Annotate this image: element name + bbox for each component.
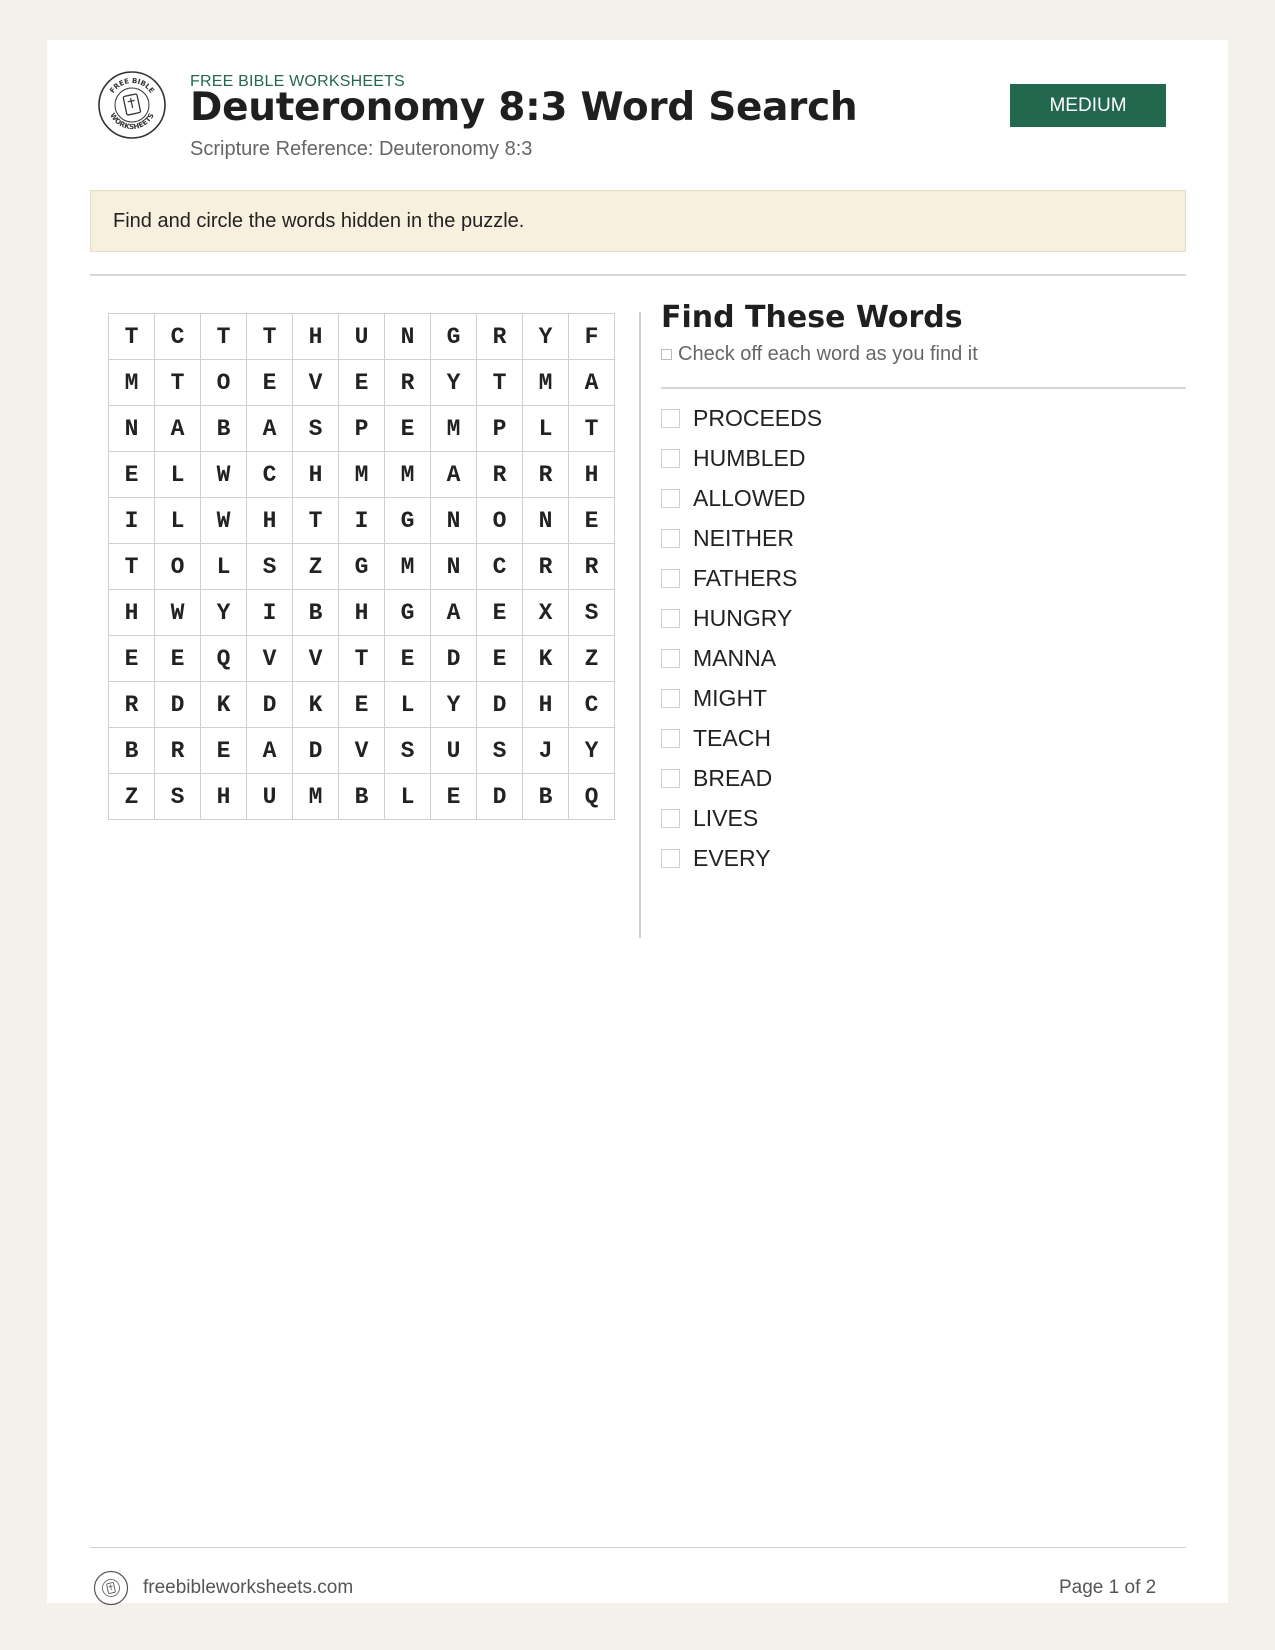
grid-cell[interactable]: E [339,360,385,406]
grid-cell[interactable]: T [155,360,201,406]
grid-cell[interactable]: M [109,360,155,406]
grid-cell[interactable]: L [385,682,431,728]
grid-cell[interactable]: Y [201,590,247,636]
grid-cell[interactable]: W [155,590,201,636]
grid-cell[interactable]: H [247,498,293,544]
grid-cell[interactable]: Z [293,544,339,590]
word-item [661,798,822,838]
word-checkbox[interactable] [661,449,680,468]
grid-cell[interactable]: H [523,682,569,728]
grid-cell[interactable]: Y [569,728,615,774]
brand-label: FREE BIBLE WORKSHEETS [190,73,405,90]
grid-cell[interactable]: M [385,544,431,590]
word-checkbox[interactable] [661,849,680,868]
grid-cell[interactable]: X [523,590,569,636]
page-number: Page 1 of 2 [1059,1577,1157,1598]
grid-cell[interactable]: E [477,590,523,636]
word-label: BREAD [693,764,773,791]
grid-cell[interactable]: B [201,406,247,452]
grid-cell[interactable]: A [247,728,293,774]
grid-cell[interactable]: L [385,774,431,820]
word-label: ALLOWED [693,484,806,511]
grid-cell[interactable]: Y [431,682,477,728]
grid-cell[interactable]: R [109,682,155,728]
word-checkbox[interactable] [661,729,680,748]
grid-cell[interactable]: T [247,314,293,360]
word-label: NEITHER [693,524,794,551]
grid-cell[interactable]: S [155,774,201,820]
word-item [661,518,822,558]
grid-cell[interactable]: H [293,452,339,498]
grid-cell[interactable]: E [385,406,431,452]
grid-cell[interactable]: V [293,636,339,682]
column-divider [639,312,641,938]
word-list-subheading-text: Check off each word as you find it [678,343,978,365]
grid-cell[interactable]: D [477,682,523,728]
grid-cell[interactable]: Q [201,636,247,682]
word-checkbox[interactable] [661,609,680,628]
worksheet-page [47,40,1228,1603]
grid-cell[interactable]: A [431,590,477,636]
word-checkbox[interactable] [661,489,680,508]
word-list [661,398,822,878]
grid-cell[interactable]: Y [431,360,477,406]
grid-cell[interactable]: A [431,452,477,498]
grid-cell[interactable]: N [109,406,155,452]
grid-cell[interactable]: M [339,452,385,498]
grid-cell[interactable]: K [523,636,569,682]
page-title: Deuteronomy 8:3 Word Search [190,85,858,130]
grid-cell[interactable]: D [431,636,477,682]
word-item [661,678,822,718]
word-checkbox[interactable] [661,649,680,668]
grid-cell[interactable]: E [339,682,385,728]
bible-logo-icon [93,1570,129,1606]
grid-cell[interactable]: S [477,728,523,774]
grid-cell[interactable]: N [385,314,431,360]
grid-cell[interactable]: C [155,314,201,360]
grid-cell[interactable]: N [431,544,477,590]
grid-cell[interactable]: E [247,360,293,406]
grid-cell[interactable]: H [569,452,615,498]
instructions-banner [90,190,1186,252]
grid-cell[interactable]: C [477,544,523,590]
word-label: HUMBLED [693,444,806,471]
grid-cell[interactable]: I [339,498,385,544]
grid-cell[interactable]: B [523,774,569,820]
grid-cell[interactable]: S [293,406,339,452]
word-item [661,718,822,758]
grid-cell[interactable]: V [339,728,385,774]
word-label: EVERY [693,844,771,871]
logo-text-top: FREE BIBLE [108,76,156,95]
grid-cell[interactable]: D [155,682,201,728]
grid-cell[interactable]: K [293,682,339,728]
grid-cell[interactable]: A [569,360,615,406]
word-checkbox[interactable] [661,569,680,588]
grid-cell[interactable]: H [201,774,247,820]
word-list-heading: Find These Words [661,300,963,335]
grid-cell[interactable]: U [339,314,385,360]
grid-cell[interactable]: T [569,406,615,452]
grid-cell[interactable]: D [477,774,523,820]
grid-cell[interactable]: G [431,314,477,360]
word-item [661,598,822,638]
grid-cell[interactable]: Y [523,314,569,360]
grid-cell[interactable]: W [201,498,247,544]
difficulty-badge: MEDIUM [1010,84,1166,127]
word-checkbox[interactable] [661,809,680,828]
grid-cell[interactable]: N [431,498,477,544]
divider [661,387,1186,389]
grid-cell[interactable]: H [293,314,339,360]
grid-cell[interactable]: Z [569,636,615,682]
grid-cell[interactable]: J [523,728,569,774]
grid-cell[interactable]: L [201,544,247,590]
grid-cell[interactable]: S [247,544,293,590]
grid-cell[interactable]: A [155,406,201,452]
grid-cell[interactable]: R [155,728,201,774]
word-label: MIGHT [693,684,768,711]
word-item [661,478,822,518]
grid-cell[interactable]: P [339,406,385,452]
grid-cell[interactable]: R [385,360,431,406]
word-label: LIVES [693,804,759,831]
grid-cell[interactable]: E [109,452,155,498]
grid-cell[interactable]: M [431,406,477,452]
word-item [661,638,822,678]
grid-cell[interactable]: F [569,314,615,360]
grid-cell[interactable]: C [247,452,293,498]
grid-cell[interactable]: G [385,498,431,544]
grid-cell[interactable]: A [247,406,293,452]
grid-cell[interactable]: O [201,360,247,406]
grid-cell[interactable]: L [523,406,569,452]
grid-cell[interactable]: O [477,498,523,544]
grid-cell[interactable]: M [523,360,569,406]
grid-cell[interactable]: I [109,498,155,544]
grid-cell[interactable]: M [385,452,431,498]
footer-site: freebibleworksheets.com [143,1577,354,1598]
grid-cell[interactable]: Z [109,774,155,820]
word-label: FATHERS [693,564,798,591]
grid-cell[interactable]: E [385,636,431,682]
divider [90,274,1186,276]
grid-cell[interactable]: E [569,498,615,544]
grid-cell[interactable]: D [293,728,339,774]
grid-cell[interactable]: L [155,452,201,498]
grid-cell[interactable]: G [339,544,385,590]
grid-cell[interactable]: U [247,774,293,820]
word-item [661,558,822,598]
grid-cell[interactable]: D [247,682,293,728]
word-label: MANNA [693,644,777,671]
grid-cell[interactable]: C [569,682,615,728]
grid-cell[interactable]: M [293,774,339,820]
grid-cell[interactable]: I [247,590,293,636]
grid-cell[interactable]: R [477,452,523,498]
grid-cell[interactable]: R [569,544,615,590]
grid-cell[interactable]: N [523,498,569,544]
grid-cell[interactable]: H [109,590,155,636]
grid-cell[interactable]: E [109,636,155,682]
grid-cell[interactable]: P [477,406,523,452]
grid-cell[interactable]: E [155,636,201,682]
grid-cell[interactable]: Q [569,774,615,820]
logo-text-bottom: WORKSHEETS [108,111,156,132]
grid-cell[interactable]: L [155,498,201,544]
word-label: TEACH [693,724,771,751]
grid-cell[interactable]: O [155,544,201,590]
grid-cell[interactable]: T [201,314,247,360]
bible-logo-icon [97,70,167,140]
grid-cell[interactable]: B [339,774,385,820]
word-item [661,758,822,798]
scripture-reference: Scripture Reference: Deuteronomy 8:3 [190,138,533,160]
grid-cell[interactable]: E [477,636,523,682]
word-checkbox[interactable] [661,529,680,548]
grid-cell[interactable]: T [109,544,155,590]
grid-cell[interactable]: R [477,314,523,360]
checkbox-icon [661,349,672,360]
grid-cell[interactable]: T [109,314,155,360]
word-item [661,838,822,878]
grid-cell[interactable]: H [339,590,385,636]
word-checkbox[interactable] [661,409,680,428]
grid-cell[interactable]: R [523,452,569,498]
grid-cell[interactable]: W [201,452,247,498]
grid-cell[interactable]: T [339,636,385,682]
word-checkbox[interactable] [661,689,680,708]
instructions-text: Find and circle the words hidden in the puzzle. [113,209,525,232]
word-label: PROCEEDS [693,404,823,431]
word-list-subheading [661,343,978,366]
word-item [661,398,822,438]
grid-cell[interactable]: R [523,544,569,590]
word-item [661,438,822,478]
grid-cell[interactable]: E [431,774,477,820]
grid-cell[interactable]: S [385,728,431,774]
word-label: HUNGRY [693,604,793,631]
grid-cell[interactable]: B [109,728,155,774]
word-checkbox[interactable] [661,769,680,788]
grid-cell[interactable]: E [201,728,247,774]
grid-cell[interactable]: V [247,636,293,682]
word-search-grid [108,313,615,820]
grid-cell[interactable]: U [431,728,477,774]
grid-cell[interactable]: K [201,682,247,728]
grid-cell[interactable]: V [293,360,339,406]
grid-cell[interactable]: T [477,360,523,406]
grid-cell[interactable]: B [293,590,339,636]
grid-cell[interactable]: T [293,498,339,544]
grid-cell[interactable]: S [569,590,615,636]
grid-cell[interactable]: G [385,590,431,636]
footer-divider [90,1547,1186,1548]
